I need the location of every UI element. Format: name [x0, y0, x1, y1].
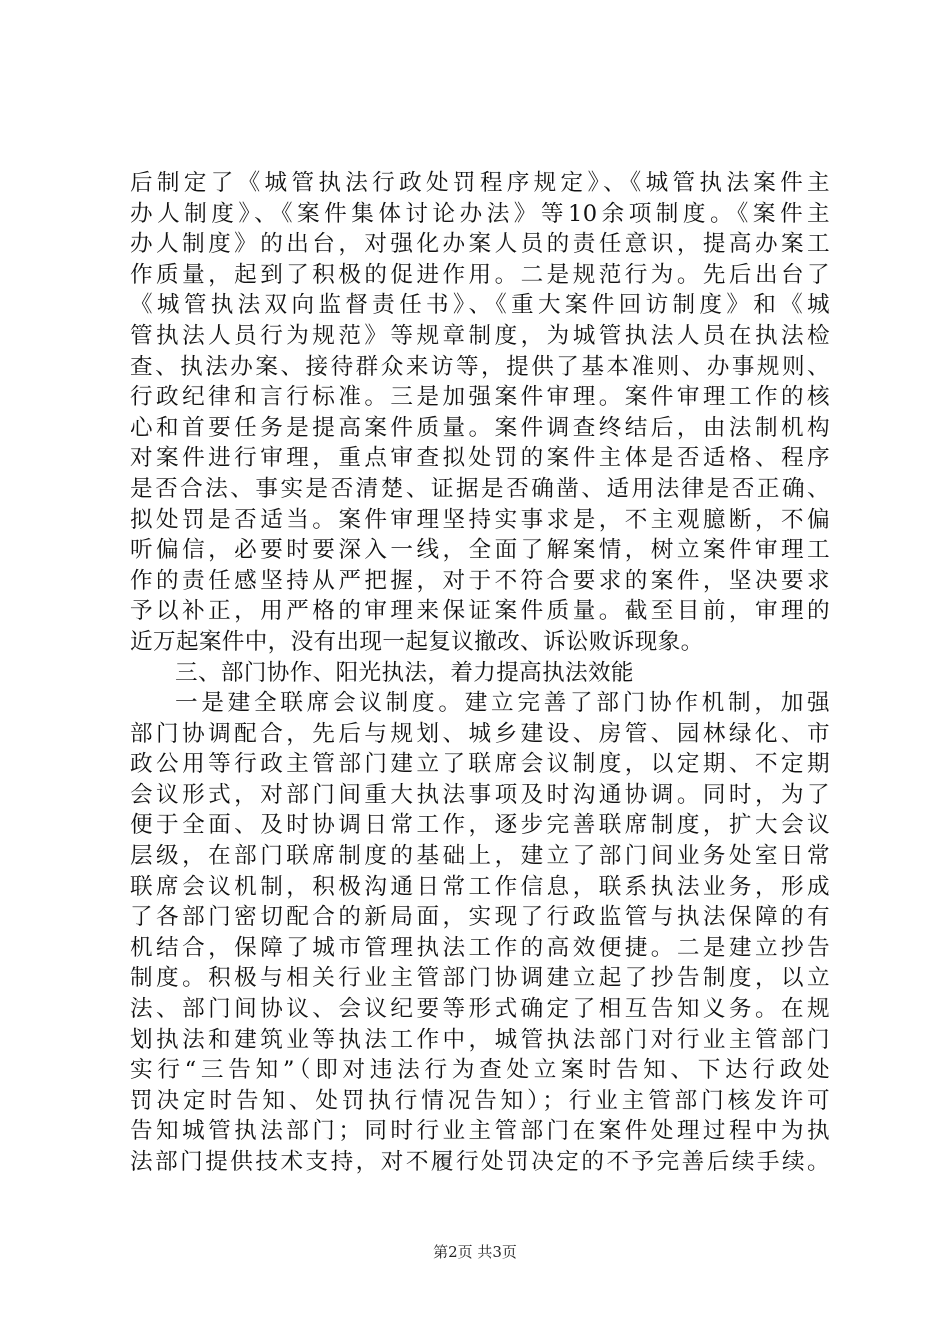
text-line: 《城管执法双向监督责任书》、《重大案件回访制度》和《城	[130, 292, 830, 319]
text-line: 层级，在部门联席制度的基础上，建立了部门间业务处室日常	[130, 843, 830, 870]
text-line: 查、执法办案、接待群众来访等，提供了基本准则、办事规则、	[130, 353, 830, 380]
text-line: 法部门提供技术支持，对不履行处罚决定的不予完善后续手续。	[130, 1149, 830, 1175]
text-line: 划执法和建筑业等执法工作中，城管执法部门对行业主管部门	[130, 1026, 830, 1053]
text-line: 联席会议机制，积极沟通日常工作信息，联系执法业务，形成	[130, 873, 830, 900]
page-number-footer: 第2页 共3页	[433, 1243, 517, 1261]
text-line: 拟处罚是否适当。案件审理坚持实事求是，不主观臆断，不偏	[130, 506, 830, 533]
text-line: 部门协调配合，先后与规划、城乡建设、房管、园林绿化、市	[130, 720, 830, 747]
text-line: 办人制度》、《案件集体讨论办法》等10余项制度。《案件主	[130, 200, 830, 227]
text-line: 机结合，保障了城市管理执法工作的高效便捷。二是建立抄告	[130, 934, 830, 961]
text-line: 政公用等行政主管部门建立了联席会议制度，以定期、不定期	[130, 751, 830, 778]
text-line: 是否合法、事实是否清楚、证据是否确凿、适用法律是否正确、	[130, 475, 830, 502]
text-line: 告知城管执法部门；同时行业主管部门在案件处理过程中为执	[130, 1118, 830, 1145]
text-line: 一是建全联席会议制度。建立完善了部门协作机制，加强	[175, 690, 830, 717]
text-line: 心和首要任务是提高案件质量。案件调查终结后，由法制机构	[130, 414, 830, 441]
text-line: 罚决定时告知、处罚执行情况告知）；行业主管部门核发许可	[130, 1087, 830, 1114]
text-line: 便于全面、及时协调日常工作，逐步完善联席制度，扩大会议	[130, 812, 830, 839]
text-line: 法、部门间协议、会议纪要等形式确定了相互告知义务。在规	[130, 996, 830, 1023]
section-heading: 三、部门协作、阳光执法，着力提高执法效能	[175, 659, 634, 686]
text-line: 作质量，起到了积极的促进作用。二是规范行为。先后出台了	[130, 261, 830, 288]
text-line: 制度。积极与相关行业主管部门协调建立起了抄告制度，以立	[130, 965, 830, 992]
text-line: 会议形式，对部门间重大执法事项及时沟通协调。同时，为了	[130, 781, 830, 808]
document-body	[130, 168, 830, 1178]
text-line: 后制定了《城管执法行政处罚程序规定》、《城管执法案件主	[130, 170, 830, 196]
text-line: 近万起案件中，没有出现一起复议撤改、诉讼败诉现象。	[130, 628, 704, 655]
text-line: 了各部门密切配合的新局面，实现了行政监管与执法保障的有	[130, 904, 830, 931]
text-line: 实行“三告知”（即对违法行为查处立案时告知、下达行政处	[130, 1057, 830, 1084]
text-line: 管执法人员行为规范》等规章制度，为城管执法人员在执法检	[130, 322, 830, 349]
text-line: 办人制度》的出台，对强化办案人员的责任意识，提高办案工	[130, 231, 830, 258]
text-line: 行政纪律和言行标准。三是加强案件审理。案件审理工作的核	[130, 384, 830, 411]
text-line: 作的责任感坚持从严把握，对于不符合要求的案件，坚决要求	[130, 567, 830, 594]
text-line: 听偏信，必要时要深入一线，全面了解案情，树立案件审理工	[130, 537, 830, 564]
text-line: 对案件进行审理，重点审查拟处罚的案件主体是否适格、程序	[130, 445, 830, 472]
text-line: 予以补正，用严格的审理来保证案件质量。截至目前，审理的	[130, 598, 830, 625]
